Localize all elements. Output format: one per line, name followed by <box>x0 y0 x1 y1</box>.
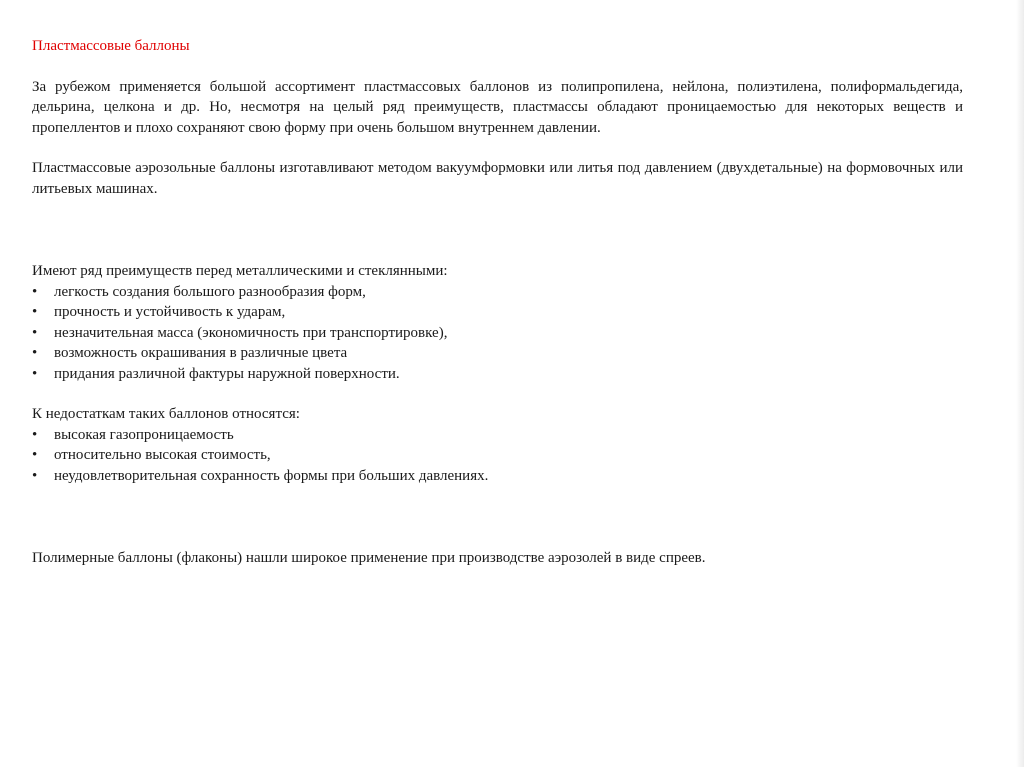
bullet-icon: • <box>32 426 38 443</box>
disadvantages-list <box>32 425 963 487</box>
disadvantages-heading: К недостаткам таких баллонов относятся: <box>32 406 300 422</box>
bullet-icon: • <box>32 447 38 463</box>
slide-content <box>32 36 963 569</box>
list-item: • легкость создания большого разнообразия форм, <box>32 282 963 303</box>
paragraph-manufacturing: Пластмассовые аэрозольные баллоны изготавливают методом вакуумформовки или литья под давлением (двухдетальные) на формовочных или литьевых машинах. <box>32 160 963 197</box>
advantages-list <box>32 282 963 385</box>
paragraph-intro: За рубежом применяется большой ассортимент пластмассовых баллонов из полипропилена, нейлона, полиэтилена, полиформальдегида, дельрина, целкона и др. Но, несмотря на целый ряд преимуществ, пластмассы обладают проницаемостью для некоторых веществ и пропеллентов и плохо сохраняют свою форму при очень большом внутреннем давлении. <box>32 78 963 136</box>
list-item: • прочность и устойчивость к ударам, <box>32 302 963 323</box>
advantages-heading: Имеют ряд преимуществ перед металлическими и стеклянными: <box>32 263 448 279</box>
list-item: • относительно высокая стоимость, <box>32 445 963 466</box>
slide-title: Пластмассовые баллоны <box>32 38 190 54</box>
list-item: • высокая газопроницаемость <box>32 425 963 446</box>
bullet-icon: • <box>32 324 38 341</box>
bullet-icon: • <box>32 467 38 484</box>
list-item: • неудовлетворительная сохранность формы при больших давлениях. <box>32 466 963 487</box>
bullet-icon: • <box>32 365 38 382</box>
bullet-icon: • <box>32 345 38 361</box>
list-item: • придания различной фактуры наружной поверхности. <box>32 364 963 385</box>
bullet-icon: • <box>32 283 38 300</box>
list-item: • незначительная масса (экономичность при транспортировке), <box>32 323 963 344</box>
bullet-icon: • <box>32 304 38 320</box>
list-item: • возможность окрашивания в различные цвета <box>32 343 963 364</box>
conclusion-paragraph: Полимерные баллоны (флаконы) нашли широкое применение при производстве аэрозолей в виде спреев. <box>32 550 706 566</box>
